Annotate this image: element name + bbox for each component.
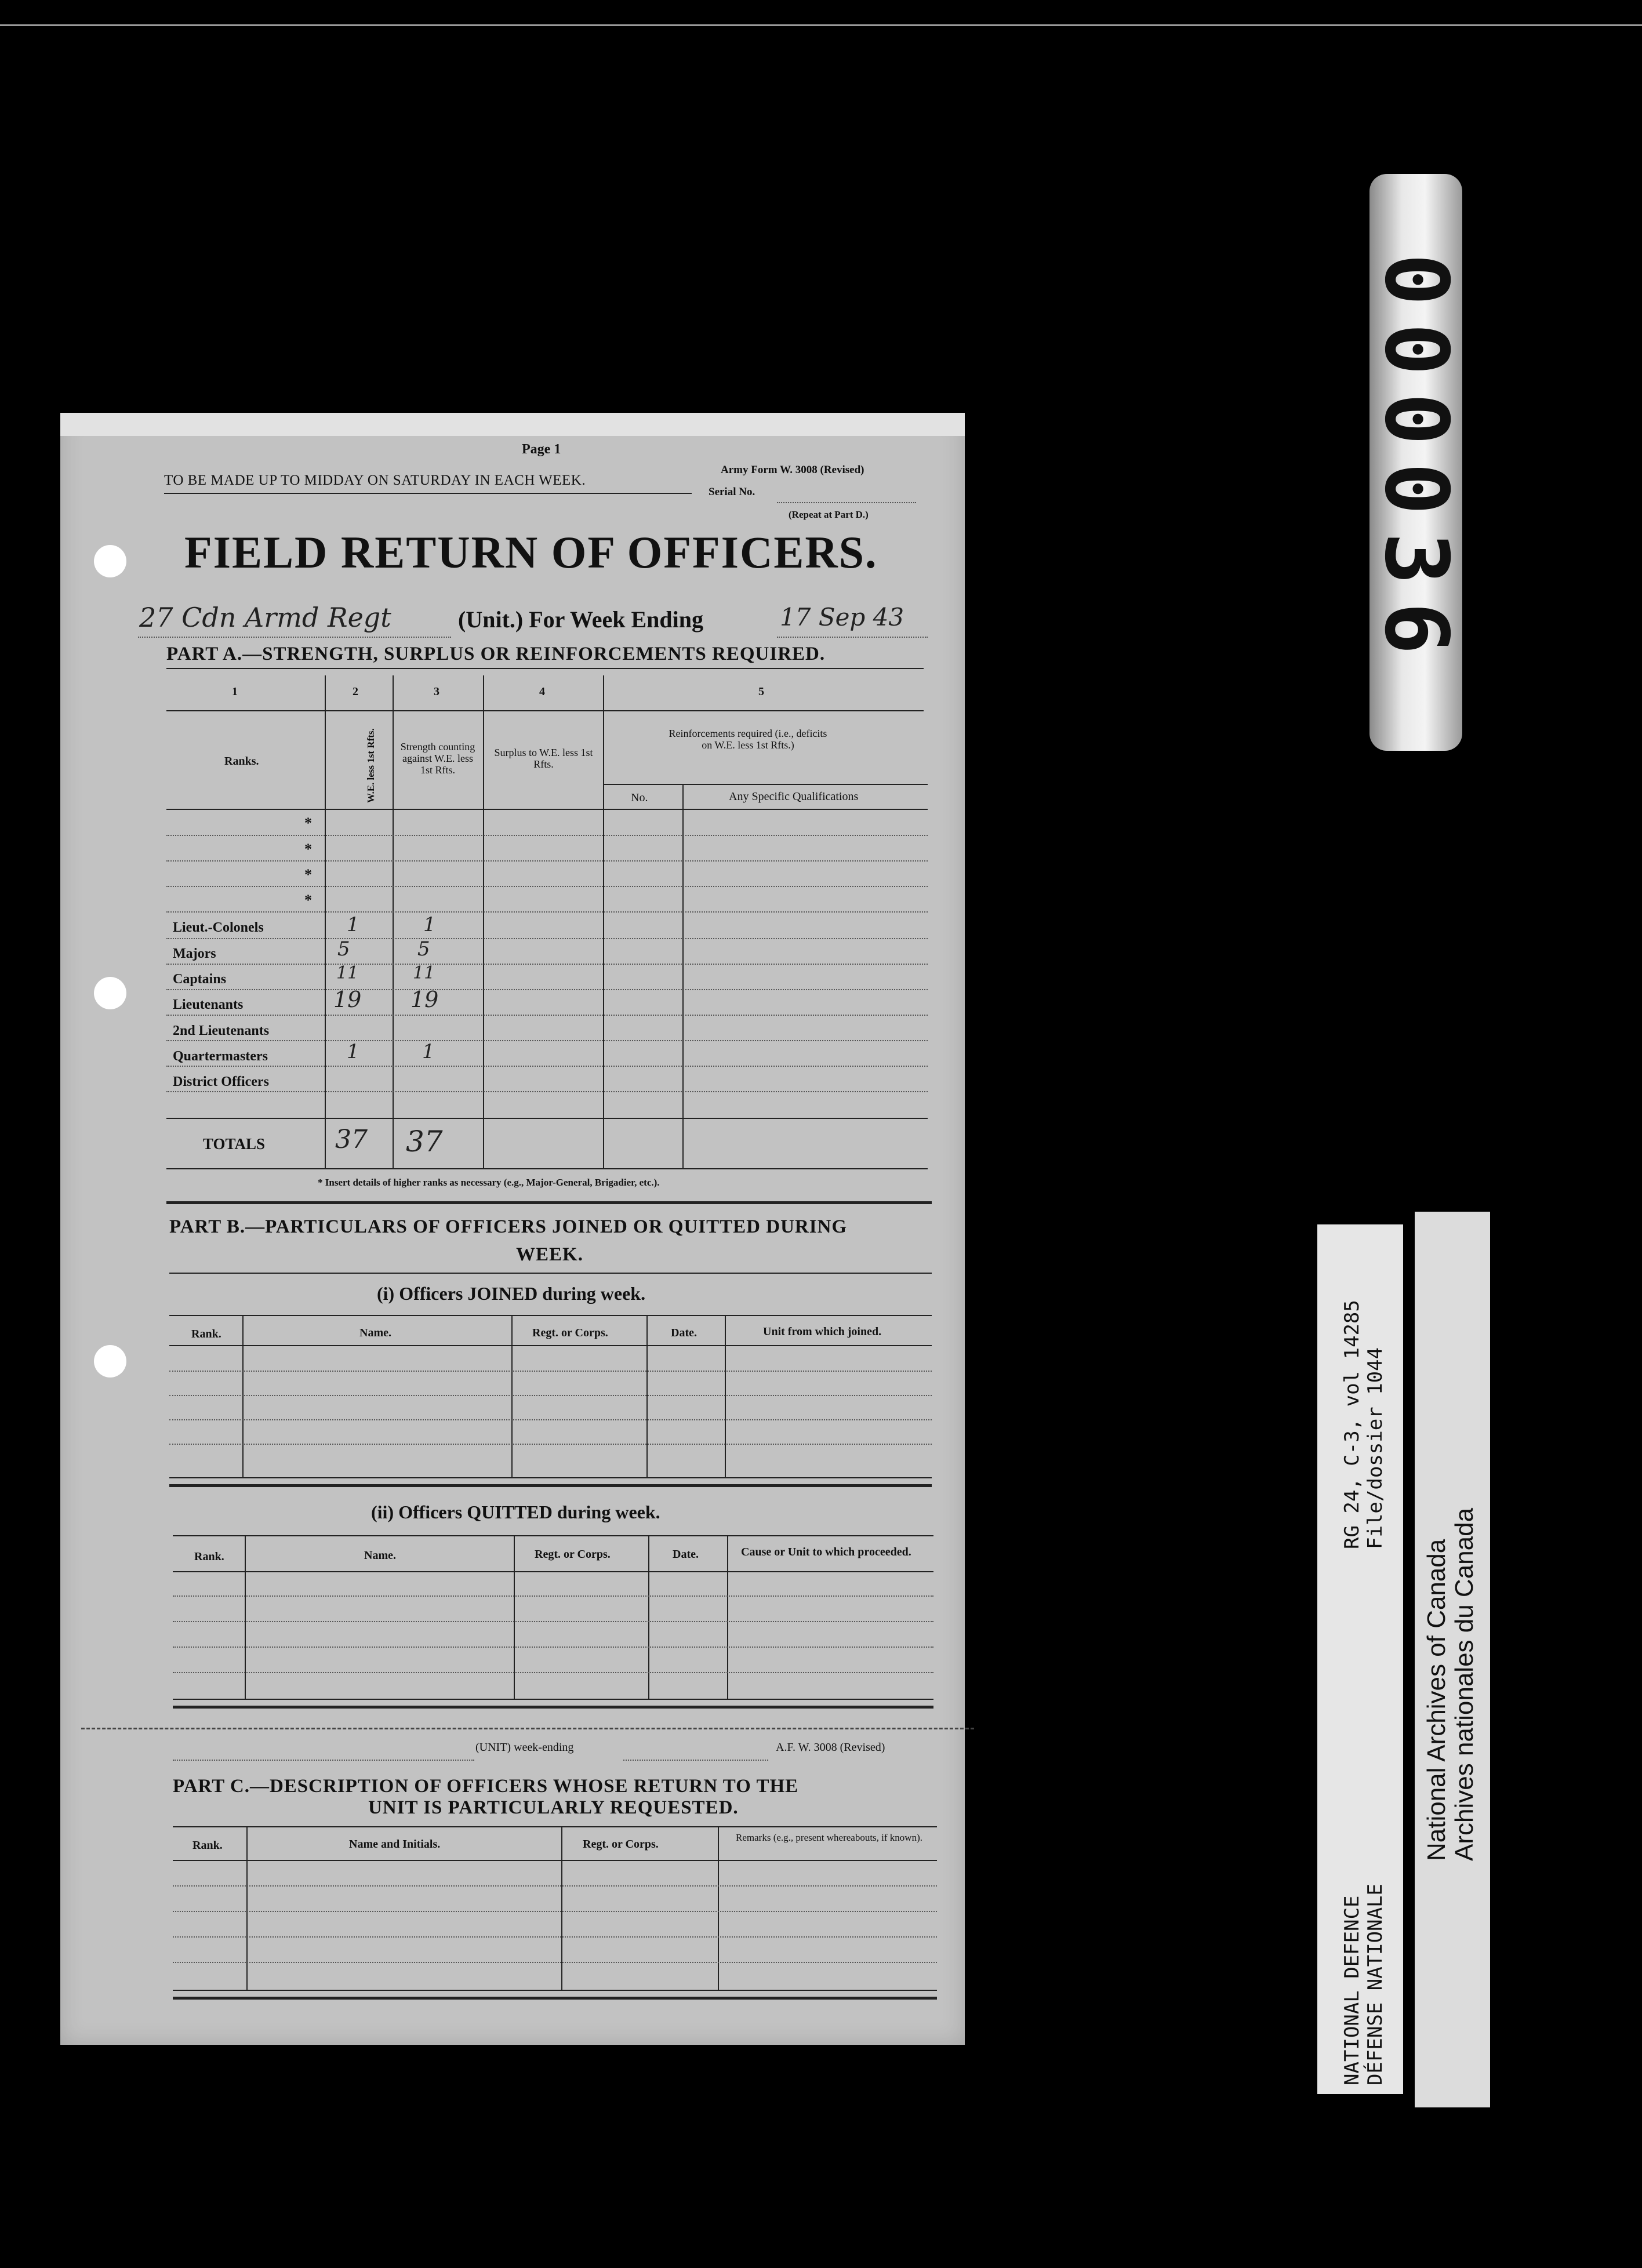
section-rule (166, 1201, 932, 1204)
page-label: Page 1 (522, 442, 561, 457)
col-divider (393, 675, 394, 1168)
part-a-footnote: * Insert details of higher ranks as necessary (e.g., Major-General, Brigadier, etc.). (318, 1177, 660, 1188)
joined-col-name: Name. (359, 1326, 391, 1339)
archives-name-fr: Archives nationales du Canada (1450, 1507, 1478, 1861)
col-divider (727, 1535, 728, 1699)
punch-hole (94, 977, 126, 1009)
table-rule (173, 1699, 933, 1700)
row-rule (166, 1091, 928, 1092)
we-value: 5 (337, 937, 350, 961)
archives-name-card (1415, 1212, 1490, 2107)
strength-value: 1 (423, 913, 436, 936)
col-header-reinforcements: Reinforcements required (i.e., deficits on W.E. less 1st Rfts.) (669, 728, 827, 751)
part-b-heading-line-2: WEEK. (516, 1244, 583, 1265)
row-rule (166, 964, 928, 965)
col-number-5: 5 (758, 685, 764, 698)
section-rule (169, 1484, 932, 1487)
unit-field-line (138, 637, 451, 638)
rank-label: Captains (173, 972, 227, 987)
col-divider (648, 1535, 649, 1699)
col-divider (718, 1826, 719, 1990)
table-rule (173, 1990, 937, 1991)
row-rule (166, 938, 928, 939)
archive-ref-line-1: RG 24, C-3, vol 14285 (1341, 1300, 1364, 1549)
joined-col-regt: Regt. or Corps. (532, 1326, 608, 1339)
dept-line-1: NATIONAL DEFENCE (1341, 1895, 1364, 2085)
frame-counter (1365, 174, 1466, 751)
quitted-col-name: Name. (364, 1549, 396, 1562)
row-rule (173, 1936, 937, 1938)
form-sheet-top-edge (60, 413, 965, 436)
part-c-col-name: Name and Initials. (349, 1838, 441, 1851)
table-rule (173, 1535, 933, 1536)
row-rule (169, 1444, 932, 1445)
archives-name-en: National Archives of Canada (1422, 1539, 1451, 1861)
part-c-col-rank: Rank. (192, 1839, 223, 1852)
row-rule (166, 860, 928, 862)
strength-value: 1 (422, 1040, 435, 1063)
section-rule (173, 1997, 937, 2000)
film-edge-line (0, 24, 1642, 26)
quitted-col-date: Date. (673, 1548, 699, 1561)
row-rule (173, 1885, 937, 1887)
row-rule (166, 835, 928, 836)
dept-line-2: DÉFENSE NATIONALE (1364, 1884, 1387, 2085)
col-number-1: 1 (232, 685, 238, 698)
col-divider (514, 1535, 515, 1699)
strength-value: 11 (413, 963, 435, 983)
col-header-we: W.E. less 1st Rfts. (365, 728, 376, 803)
col-header-strength: Strength counting against W.E. less 1st Rfts. (400, 741, 475, 776)
table-rule (603, 784, 928, 785)
col-divider (682, 784, 684, 1168)
row-rule (169, 1371, 932, 1372)
we-value: 19 (333, 987, 362, 1012)
form-title: FIELD RETURN OF OFFICERS. (184, 527, 878, 577)
strength-value: 5 (417, 937, 430, 961)
star-marker: * (304, 841, 312, 857)
quitted-heading: (ii) Officers QUITTED during week. (371, 1502, 660, 1522)
quitted-col-rank: Rank. (194, 1550, 224, 1563)
unit-field-line (173, 1760, 474, 1761)
star-marker: * (304, 866, 312, 883)
punch-hole (94, 1345, 126, 1377)
part-c-col-remarks: Remarks (e.g., present whereabouts, if known). (736, 1832, 922, 1843)
col-divider (511, 1315, 513, 1477)
col-number-2: 2 (353, 685, 358, 698)
part-c-col-regt: Regt. or Corps. (583, 1838, 659, 1851)
row-rule (173, 1621, 933, 1622)
table-rule (166, 1168, 928, 1169)
table-rule (166, 710, 924, 711)
table-rule (169, 1477, 932, 1478)
col-divider (325, 675, 326, 1168)
col-divider (561, 1826, 562, 1990)
we-value: 1 (347, 913, 359, 936)
instruction-text: TO BE MADE UP TO MIDDAY ON SATURDAY IN EACH WEEK. (164, 472, 586, 488)
week-ending-label: (Unit.) For Week Ending (458, 606, 704, 633)
row-rule (166, 1015, 928, 1016)
col-divider (245, 1535, 246, 1699)
row-rule (166, 989, 928, 990)
table-rule (173, 1826, 937, 1827)
rank-label: 2nd Lieutenants (173, 1023, 270, 1038)
part-c-form-ref: A.F. W. 3008 (Revised) (776, 1741, 885, 1754)
part-b-heading-line-1: PART B.—PARTICULARS OF OFFICERS JOINED OR QUITTED DURING (169, 1216, 848, 1237)
form-number: Army Form W. 3008 (Revised) (721, 464, 864, 476)
col-divider (646, 1315, 648, 1477)
col-divider (725, 1315, 726, 1477)
row-rule (169, 1419, 932, 1420)
joined-col-rank: Rank. (191, 1328, 221, 1340)
col-header-qualifications: Any Specific Qualifications (729, 790, 859, 803)
punch-hole (94, 545, 126, 577)
row-rule (173, 1595, 933, 1597)
week-ending-field-line (777, 637, 928, 638)
totals-we-value: 37 (335, 1125, 368, 1154)
strength-value: 19 (410, 987, 439, 1012)
col-number-4: 4 (539, 685, 545, 698)
rank-label: Majors (173, 946, 216, 961)
row-rule (173, 1911, 937, 1912)
joined-col-unit: Unit from which joined. (763, 1325, 882, 1338)
divider (166, 668, 924, 669)
col-divider (603, 675, 604, 1168)
tear-off-line (81, 1728, 974, 1729)
col-number-3: 3 (434, 685, 439, 698)
part-c-heading-line-1: PART C.—DESCRIPTION OF OFFICERS WHOSE RETURN TO THE (173, 1776, 799, 1797)
archive-reference-card (1317, 1224, 1403, 2094)
col-divider (242, 1315, 244, 1477)
unit-handwritten: 27 Cdn Armd Regt (139, 602, 391, 633)
table-rule (166, 809, 928, 810)
row-rule (166, 911, 928, 913)
rank-label: Lieutenants (173, 997, 244, 1012)
totals-strength-value: 37 (406, 1125, 443, 1158)
joined-col-date: Date. (671, 1326, 697, 1339)
part-c-unit-week-ending: (UNIT) week-ending (475, 1741, 574, 1754)
table-rule (173, 1860, 937, 1861)
col-divider (246, 1826, 248, 1990)
col-header-surplus: Surplus to W.E. less 1st Rfts. (494, 747, 593, 770)
col-divider (483, 675, 484, 1168)
row-rule (166, 1066, 928, 1067)
joined-heading: (i) Officers JOINED during week. (377, 1283, 646, 1304)
col-header-ranks: Ranks. (224, 755, 259, 768)
we-value: 11 (336, 963, 359, 983)
part-c-heading-line-2: UNIT IS PARTICULARLY REQUESTED. (368, 1797, 739, 1818)
star-marker: * (304, 815, 312, 831)
serial-label: Serial No. (709, 486, 755, 498)
rank-label: District Officers (173, 1074, 269, 1089)
frame-number: 000036 (1365, 253, 1466, 672)
table-rule (166, 1118, 928, 1119)
row-rule (166, 886, 928, 887)
serial-field-line (777, 502, 916, 503)
row-rule (166, 1040, 928, 1041)
rank-label: Quartermasters (173, 1049, 268, 1064)
row-rule (169, 1395, 932, 1396)
quitted-col-regt: Regt. or Corps. (535, 1548, 611, 1561)
repeat-note: (Repeat at Part D.) (789, 509, 869, 520)
table-rule (169, 1345, 932, 1346)
star-marker: * (304, 892, 312, 908)
part-a-heading: PART A.—STRENGTH, SURPLUS OR REINFORCEMENTS REQUIRED. (166, 644, 826, 664)
week-ending-handwritten: 17 Sep 43 (780, 603, 904, 631)
table-rule (173, 1571, 933, 1572)
row-rule (173, 1962, 937, 1963)
archive-ref-line-2: File/dossier 1044 (1364, 1347, 1387, 1549)
totals-label: TOTALS (203, 1135, 266, 1153)
week-ending-field-line (623, 1760, 768, 1761)
rank-label: Lieut.-Colonels (173, 920, 264, 935)
row-rule (173, 1672, 933, 1673)
section-rule (173, 1706, 933, 1709)
row-rule (173, 1647, 933, 1648)
we-value: 1 (347, 1040, 359, 1063)
divider (169, 1273, 932, 1274)
col-header-no: No. (631, 791, 648, 804)
divider (164, 493, 692, 494)
quitted-col-cause: Cause or Unit to which proceeded. (741, 1546, 911, 1558)
table-rule (169, 1315, 932, 1316)
